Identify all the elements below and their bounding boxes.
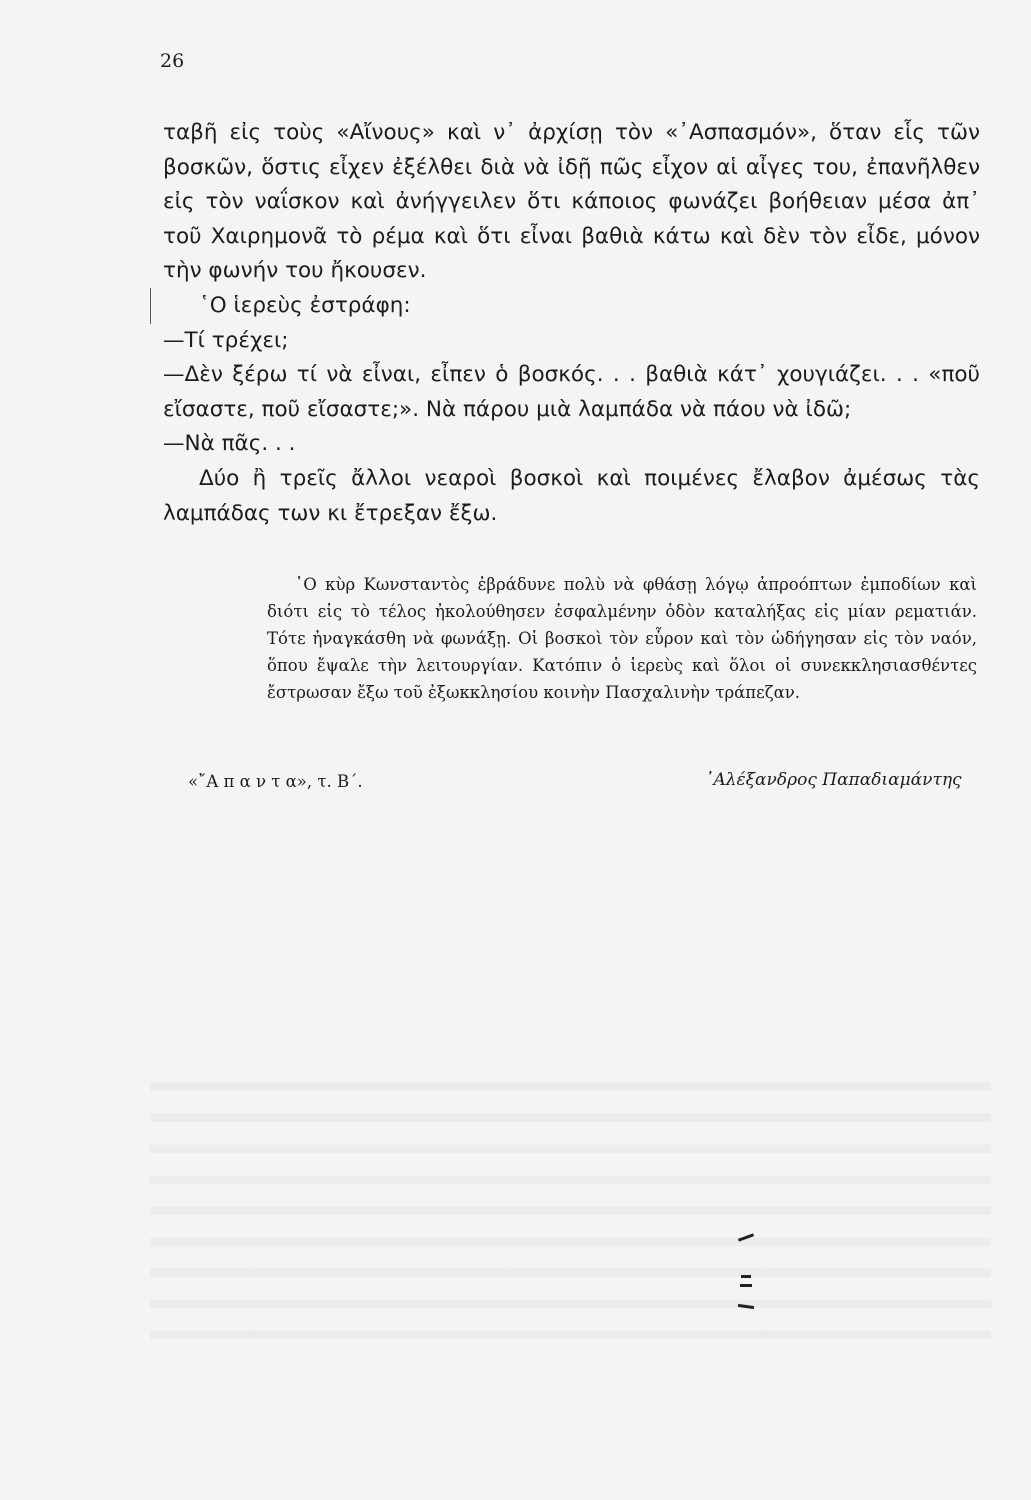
author-name: ᾿Αλέξανδρος Παπαδιαμάντης xyxy=(705,770,962,790)
bleed-through-texture xyxy=(150,1060,991,1360)
ink-mark xyxy=(741,1275,751,1278)
page-number: 26 xyxy=(160,50,185,72)
dialogue-line: —Νὰ πᾶς. . . xyxy=(163,431,296,457)
main-text xyxy=(163,116,980,531)
margin-mark xyxy=(150,288,151,324)
paragraph: ταβῆ εἰς τοὺς «Αἴνους» καὶ ν᾿ ἀρχίσῃ τὸν «᾿Ασπασμόν», ὅταν εἷς τῶν βοσκῶν, ὅστις εἶχεν ἐξέλθει διὰ νὰ ἰδῇ πῶς εἶχον αἱ αἶγες του, ἐπανῆλθεν εἰς τὸν ναΐσκον καὶ ἀνήγγειλεν ὅτι κάποιος φωνάζει βοήθειαν μέσα ἀπ᾿ τοῦ Χαιρημονᾶ τὸ ρέμα καὶ ὅτι εἶναι βαθιὰ κάτω καὶ δὲν τὸν εἶδε, μόνον τὴν φωνήν του ἤκουσεν. xyxy=(163,120,980,284)
paragraph: Δύο ἢ τρεῖς ἄλλοι νεαροὶ βοσκοὶ καὶ ποιμένες ἔλαβον ἀμέσως τὰς λαμπάδας των κι ἔτρεξαν ἔξω. xyxy=(163,465,980,526)
paragraph: ῾Ο ἱερεὺς ἐστράφη: xyxy=(199,292,411,318)
editorial-note xyxy=(267,571,977,706)
note-text: ῾Ο κὺρ Κωνσταντὸς ἐβράδυνε πολὺ νὰ φθάσῃ λόγῳ ἀπροόπτων ἐμποδίων καὶ διότι εἰς τὸ τέλος ἠκολούθησεν ἐσφαλμένην ὁδὸν καταλήξας εἰς μίαν ρεματιάν. Τότε ἠναγκάσθη νὰ φωνάξῃ. Οἱ βοσκοὶ τὸν εὗρον καὶ τὸν ὡδήγησαν εἰς τὸν ναόν, ὅπου ἔψαλε τὴν λειτουργίαν. Κατόπιν ὁ ἱερεὺς καὶ ὅλοι οἱ συνεκκλησιασθέντες ἔστρωσαν ἔξω τοῦ ἐξωκκλησίου κοινὴν Πασχαλινὴν τράπεζαν. xyxy=(267,575,977,702)
ink-mark xyxy=(740,1284,752,1287)
dialogue-line: —Τί τρέχει; xyxy=(163,327,289,353)
dialogue-line: —Δὲν ξέρω τί νὰ εἶναι, εἶπεν ὁ βοσκός. . . βαθιὰ κάτ᾿ χουγιάζει. . . «ποῦ εἴσαστε, ποῦ εἴσαστε;». Νὰ πάρου μιὰ λαμπάδα νὰ πάου νὰ ἰδῶ; xyxy=(163,362,980,422)
source-citation: «῎Α π α ν τ α», τ. Β΄. xyxy=(188,772,363,791)
